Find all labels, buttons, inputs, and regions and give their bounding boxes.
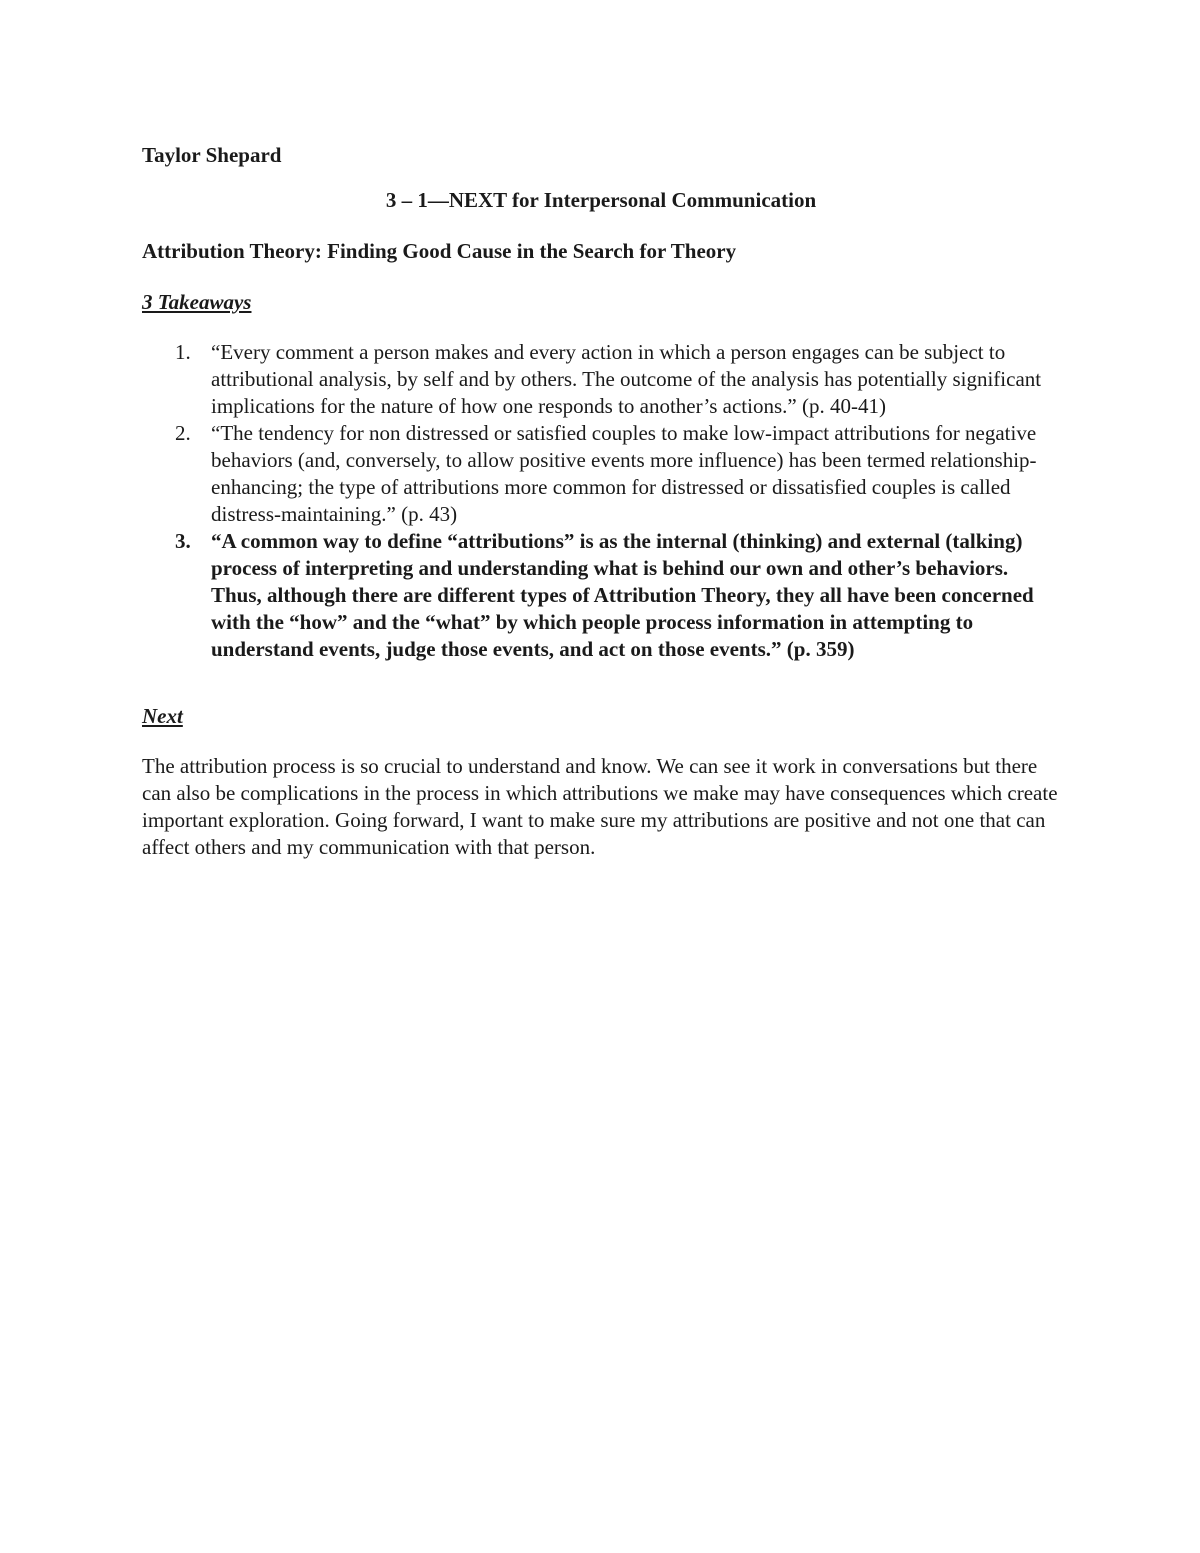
next-paragraph: The attribution process is so crucial to understand and know. We can see it work in conversations but there can also be complications in the process in which attributions we make may have consequences which create important exploration. Going forward, I want to make sure my attributions are positive and not one that can affect others and my communication with that person. <box>142 754 1058 859</box>
takeaway-number: 3. <box>175 529 191 553</box>
chapter-title: Attribution Theory: Finding Good Cause in the Search for Theory <box>142 239 737 263</box>
takeaway-text: “Every comment a person makes and every action in which a person engages can be subject to attributional analysis, by self and by others. The outcome of the analysis has potentially significant implications for the nature of how one responds to another’s actions.” (p. 40-41) <box>211 340 1042 418</box>
takeaways-list <box>142 339 1060 663</box>
takeaways-heading: 3 Takeaways <box>142 290 252 314</box>
takeaway-text: “The tendency for non distressed or satisfied couples to make low-impact attributions for negative behaviors (and, conversely, to allow positive events more influence) has been termed relationship-enhancing; the type of attributions more common for distressed or dissatisfied couples is called distress-maintaining.” (p. 43) <box>211 421 1037 526</box>
next-heading: Next <box>142 704 183 728</box>
document-page <box>142 142 1060 861</box>
takeaway-number: 2. <box>175 421 191 445</box>
takeaway-number: 1. <box>175 340 191 364</box>
author-name: Taylor Shepard <box>142 143 282 167</box>
assignment-title: 3 – 1—NEXT for Interpersonal Communication <box>385 188 817 212</box>
takeaway-text: “A common way to define “attributions” is as the internal (thinking) and external (talking) process of interpreting and understanding what is behind our own and other’s behaviors. Thus, although there are different types of Attribution Theory, they all have been concerned with the “how” and the “what” by which people process information in attempting to understand events, judge those events, and act on those events.” (p. 359) <box>211 529 1034 661</box>
takeaway-item <box>142 420 1060 528</box>
takeaway-item <box>142 339 1060 420</box>
takeaway-item <box>142 528 1060 663</box>
